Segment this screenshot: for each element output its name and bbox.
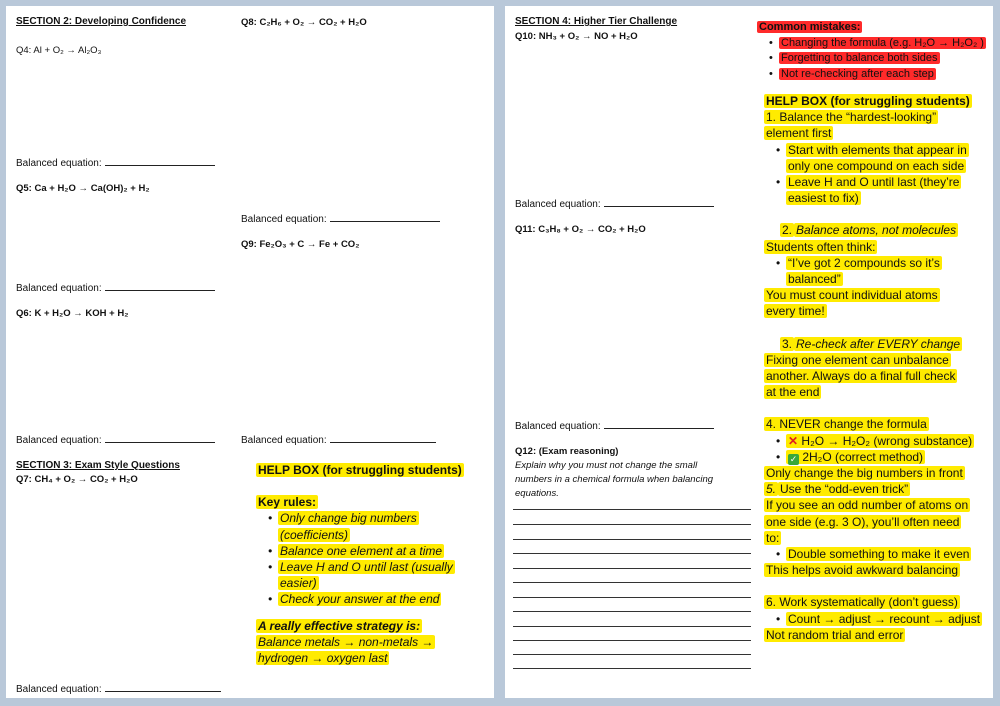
key-rules-label: Key rules: xyxy=(258,495,317,510)
answer-line xyxy=(105,280,215,291)
help-box-right xyxy=(764,93,982,643)
writing-line xyxy=(513,626,751,627)
q12-prompt: Explain why you must not change the small numbers in a chemical formula when balancing equations. xyxy=(515,460,714,499)
writing-line xyxy=(513,582,751,583)
mistake-item: • Forgetting to balance both sides xyxy=(769,51,986,67)
balanced-label: Balanced equation: xyxy=(16,684,102,695)
answer-line xyxy=(105,155,215,166)
question-q7: Q7: CH₄ + O₂ → CO₂ + H₂O xyxy=(16,474,138,485)
question-q5: Q5: Ca + H₂O → Ca(OH)₂ + H₂ xyxy=(16,183,150,194)
step1-title: 1. Balance the “hardest-looking” xyxy=(766,110,937,125)
step2-text: every time! xyxy=(766,304,825,319)
balanced-label: Balanced equation: xyxy=(515,199,601,210)
step3-title: 3. Re-check after EVERY change xyxy=(782,336,961,351)
mistake-item: • Not re-checking after each step xyxy=(769,67,986,83)
answer-line xyxy=(330,432,436,443)
step5-text: This helps avoid awkward balancing xyxy=(766,563,959,578)
answer-line xyxy=(105,432,215,443)
answer-line xyxy=(105,681,221,692)
step1-bullet: • Start with elements that appear in xyxy=(776,142,982,158)
worksheet-page-right xyxy=(505,6,993,698)
step3-text: Fixing one element can unbalance xyxy=(766,352,949,367)
writing-line xyxy=(513,668,751,669)
step3-text: at the end xyxy=(766,385,820,400)
step6-title: 6. Work systematically (don’t guess) xyxy=(766,595,958,610)
balanced-label: Balanced equation: xyxy=(16,283,102,294)
answer-q7[interactable] xyxy=(16,681,221,695)
step6-bullet: • Count → adjust → recount → adjust xyxy=(776,611,982,627)
writing-line xyxy=(513,509,751,510)
rule-item: • Only change big numbers xyxy=(268,510,464,526)
rule-item: • Balance one element at a time xyxy=(268,543,464,559)
step6-text: Not random trial and error xyxy=(766,627,904,642)
question-q6: Q6: K + H₂O → KOH + H₂ xyxy=(16,308,129,319)
mistake-item: • Changing the formula (e.g. H₂O → H₂O₂ ) xyxy=(769,36,986,52)
answer-q5[interactable] xyxy=(16,280,215,294)
balanced-label: Balanced equation: xyxy=(241,214,327,225)
answer-q10[interactable] xyxy=(515,196,714,210)
question-q10: Q10: NH₃ + O₂ → NO + H₂O xyxy=(515,31,638,42)
answer-line xyxy=(330,211,440,222)
answer-q4[interactable] xyxy=(16,155,215,169)
question-q11: Q11: C₃H₈ + O₂ → CO₂ + H₂O xyxy=(515,224,646,235)
writing-line xyxy=(513,640,751,641)
step4-text: Only change the big numbers in front xyxy=(766,466,963,481)
cross-icon: ✕ xyxy=(788,433,799,448)
writing-line xyxy=(513,654,751,655)
step4-bullet-correct: • ✓ 2H₂O (correct method) xyxy=(776,449,982,465)
writing-line xyxy=(513,611,751,612)
balanced-label: Balanced equation: xyxy=(16,158,102,169)
writing-line xyxy=(513,597,751,598)
step1-bullet-cont: only one compound on each side xyxy=(788,158,965,173)
writing-line xyxy=(513,539,751,540)
step2-bullet-cont: balanced” xyxy=(788,272,841,287)
rule-item-cont: easier) xyxy=(280,576,317,591)
question-q12: Q12: (Exam reasoning) xyxy=(515,446,619,457)
answer-q6[interactable] xyxy=(16,432,215,446)
help-box-left xyxy=(256,462,464,666)
balanced-label: Balanced equation: xyxy=(16,435,102,446)
section4-title: SECTION 4: Higher Tier Challenge xyxy=(515,16,678,27)
answer-q8[interactable] xyxy=(241,211,440,225)
question-q4: Q4: Al + O₂ → Al₂O₃ xyxy=(16,45,102,56)
step3-text: another. Always do a final full check xyxy=(766,369,956,384)
step4-title: 4. NEVER change the formula xyxy=(766,417,927,432)
strategy-line: hydrogen → oxygen last xyxy=(258,651,388,666)
check-icon: ✓ xyxy=(789,453,798,464)
balanced-label: Balanced equation: xyxy=(515,421,601,432)
question-q8: Q8: C₂H₆ + O₂ → CO₂ + H₂O xyxy=(241,17,367,28)
step1-title-cont: element first xyxy=(766,126,832,141)
answer-line xyxy=(604,196,714,207)
step5-bullet: • Double something to make it even xyxy=(776,546,982,562)
strategy-line: Balance metals → non-metals → xyxy=(258,634,434,649)
common-mistakes-box xyxy=(757,20,986,82)
question-q9: Q9: Fe₂O₃ + C → Fe + CO₂ xyxy=(241,239,360,250)
writing-line xyxy=(513,524,751,525)
step2-bullet: • “I’ve got 2 compounds so it’s xyxy=(776,255,982,271)
rule-item-cont: (coefficients) xyxy=(280,527,349,542)
help-box-title: HELP BOX (for struggling students) xyxy=(258,463,462,477)
step2-title: 2. Balance atoms, not molecules xyxy=(782,223,957,238)
common-mistakes-title: Common mistakes: xyxy=(759,21,861,33)
rule-item: • Leave H and O until last (usually xyxy=(268,559,464,575)
step5-text: one side (e.g. 3 O), you’ll often need xyxy=(766,514,960,529)
step1-bullet-cont: easiest to fix) xyxy=(788,191,859,206)
step5-text: to: xyxy=(766,530,780,545)
step5-text: If you see an odd number of atoms on xyxy=(766,498,969,513)
step5-title: 5. Use the “odd-even trick” xyxy=(766,482,909,497)
answer-q9[interactable] xyxy=(241,432,436,446)
step2-text: You must count individual atoms xyxy=(766,288,938,303)
step1-bullet: • Leave H and O until last (they’re xyxy=(776,174,982,190)
answer-q11[interactable] xyxy=(515,418,714,432)
step2-text: Students often think: xyxy=(766,239,876,254)
worksheet-page-left xyxy=(6,6,494,698)
writing-line xyxy=(513,568,751,569)
step4-bullet-wrong: • ✕ H₂O → H₂O₂ (wrong substance) xyxy=(776,433,982,449)
strategy-title: A really effective strategy is: xyxy=(258,618,421,633)
answer-line xyxy=(604,418,714,429)
rule-item: • Check your answer at the end xyxy=(268,591,464,607)
section2-title: SECTION 2: Developing Confidence xyxy=(16,16,187,27)
balanced-label: Balanced equation: xyxy=(241,435,327,446)
section3-title: SECTION 3: Exam Style Questions xyxy=(16,460,180,471)
writing-line xyxy=(513,553,751,554)
help-box-title: HELP BOX (for struggling students) xyxy=(766,94,970,108)
